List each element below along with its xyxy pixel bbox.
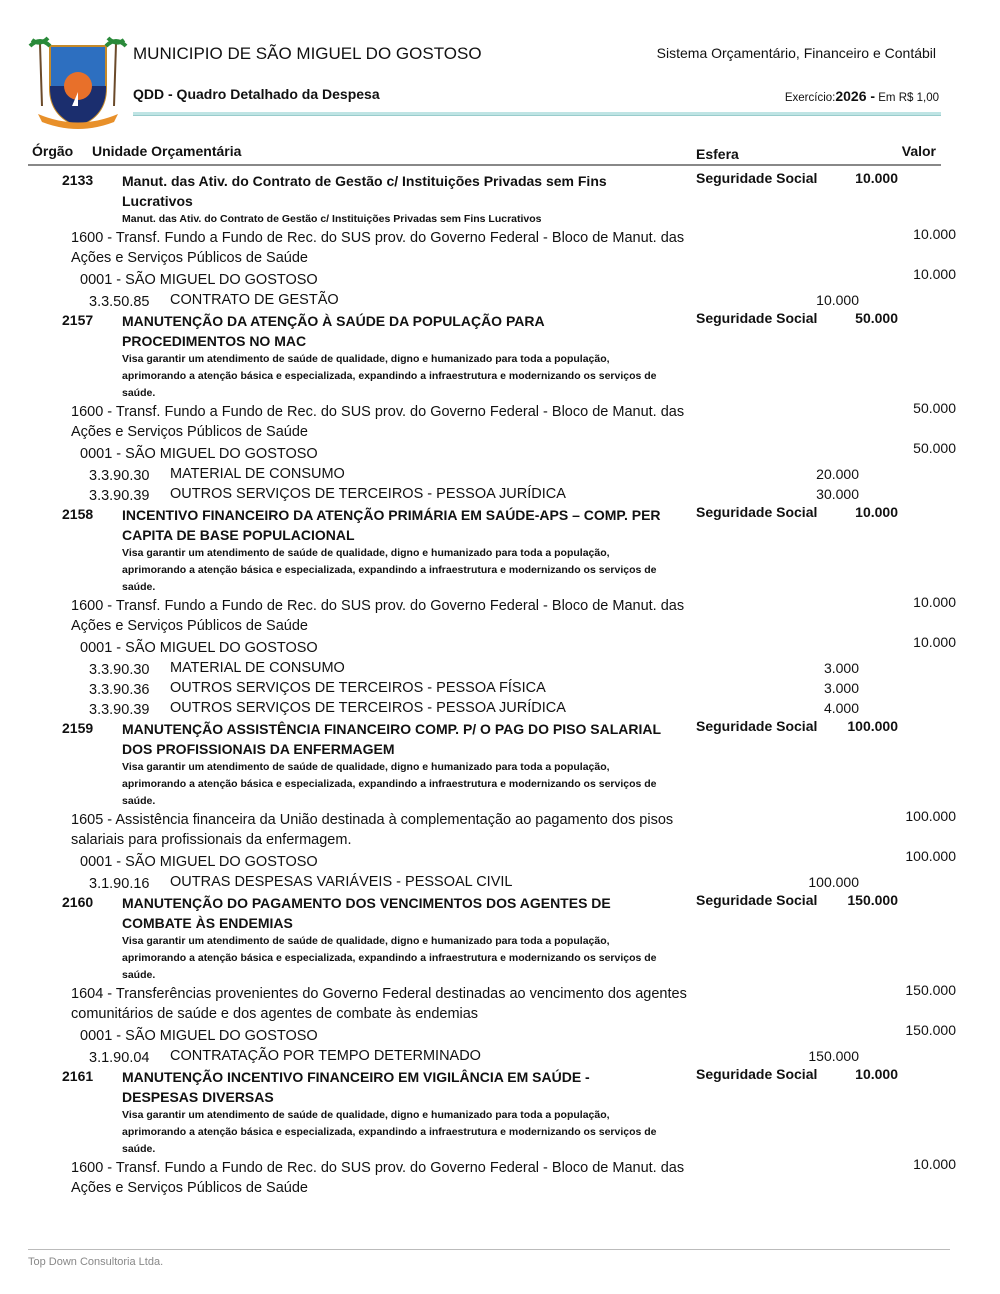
expense-item-value: 100.000 xyxy=(808,874,859,890)
program-esfera: Seguridade Social xyxy=(696,718,818,734)
budget-unit-value: 150.000 xyxy=(905,1022,956,1038)
funding-source-value: 100.000 xyxy=(905,808,956,824)
funding-source-value: 10.000 xyxy=(913,594,956,610)
program-title: Manut. das Ativ. do Contrato de Gestão c/ Instituições Privadas sem Fins Lucrativos xyxy=(122,173,607,209)
program-title: MANUTENÇÃO ASSISTÊNCIA FINANCEIRO COMP. P/ O PAG DO PISO SALARIAL DOS PROFISSIONAIS DA ENFERMAGEM xyxy=(122,721,661,757)
program-code: 2159 xyxy=(62,720,94,736)
program-value: 10.000 xyxy=(855,504,898,520)
program-description: Visa garantir um atendimento de saúde de qualidade, digno e humanizado para toda a população, aprimorando a atenção básica e especializada, expandindo a infraestrutura e modernizando os serviços de saúde. xyxy=(122,547,657,593)
funding-source-label: 1600 - Transf. Fundo a Fundo de Rec. do SUS prov. do Governo Federal - Bloco de Manut. das Ações e Serviços Públicos de Saúde xyxy=(71,598,685,634)
expense-item-value: 30.000 xyxy=(816,486,859,502)
expense-item-description: OUTROS SERVIÇOS DE TERCEIROS - PESSOA JURÍDICA xyxy=(170,486,566,502)
funding-source-label: 1605 - Assistência financeira da União destinada à complementação ao pagamento dos pisos salariais para profissionais da enfermagem. xyxy=(71,812,674,848)
column-header-valor: Valor xyxy=(901,143,936,159)
program-block xyxy=(0,892,1000,1066)
budget-unit-label: 0001 - SÃO MIGUEL DO GOSTOSO xyxy=(80,1028,318,1044)
funding-source-value: 50.000 xyxy=(913,400,956,416)
funding-source xyxy=(71,1156,956,1198)
program-value: 150.000 xyxy=(847,892,898,908)
program-description: Visa garantir um atendimento de saúde de qualidade, digno e humanizado para toda a população, aprimorando a atenção básica e especializada, expandindo a infraestrutura e modernizando os serviços de saúde. xyxy=(122,1109,657,1155)
header-rule xyxy=(28,164,941,166)
exercicio-info xyxy=(785,88,939,104)
funding-source-value: 10.000 xyxy=(913,1156,956,1172)
program-code: 2158 xyxy=(62,506,94,522)
currency-label: Em R$ 1,00 xyxy=(878,92,939,104)
program-value: 10.000 xyxy=(855,170,898,186)
program-title: INCENTIVO FINANCEIRO DA ATENÇÃO PRIMÁRIA EM SAÚDE-APS – COMP. PER CAPITA DE BASE POPULACIONAL xyxy=(122,507,661,543)
expense-item-description: CONTRATO DE GESTÃO xyxy=(170,292,339,308)
budget-unit xyxy=(80,268,1000,290)
footer-company: Top Down Consultoria Ltda. xyxy=(28,1256,164,1268)
program-value: 10.000 xyxy=(855,1066,898,1082)
program-description: Visa garantir um atendimento de saúde de qualidade, digno e humanizado para toda a população, aprimorando a atenção básica e especializada, expandindo a infraestrutura e modernizando os serviços de saúde. xyxy=(122,353,657,399)
column-header-esfera: Esfera xyxy=(696,146,739,162)
program-code: 2157 xyxy=(62,312,94,328)
expense-item-row xyxy=(0,290,1000,310)
program-esfera: Seguridade Social xyxy=(696,1066,818,1082)
expense-item-description: OUTROS SERVIÇOS DE TERCEIROS - PESSOA JURÍDICA xyxy=(170,700,566,716)
budget-unit xyxy=(80,1024,1000,1046)
expense-item-value: 20.000 xyxy=(816,466,859,482)
program-code: 2133 xyxy=(62,172,94,188)
program-value: 100.000 xyxy=(847,718,898,734)
budget-unit xyxy=(80,850,1000,872)
expense-item-code: 3.3.90.30 xyxy=(89,468,150,484)
budget-unit-label: 0001 - SÃO MIGUEL DO GOSTOSO xyxy=(80,640,318,656)
exercicio-year: 2026 - xyxy=(835,88,876,104)
budget-unit-label: 0001 - SÃO MIGUEL DO GOSTOSO xyxy=(80,854,318,870)
municipal-coat-of-arms-logo xyxy=(28,36,128,128)
expense-item-row xyxy=(0,872,1000,892)
program-title: MANUTENÇÃO DO PAGAMENTO DOS VENCIMENTOS DOS AGENTES DE COMBATE ÀS ENDEMIAS xyxy=(122,895,611,931)
program-description: Visa garantir um atendimento de saúde de qualidade, digno e humanizado para toda a população, aprimorando a atenção básica e especializada, expandindo a infraestrutura e modernizando os serviços de saúde. xyxy=(122,935,657,981)
funding-source-label: 1600 - Transf. Fundo a Fundo de Rec. do SUS prov. do Governo Federal - Bloco de Manut. das Ações e Serviços Públicos de Saúde xyxy=(71,1160,685,1196)
funding-source xyxy=(71,982,956,1024)
expense-item-code: 3.3.50.85 xyxy=(89,294,150,310)
expense-item-description: CONTRATAÇÃO POR TEMPO DETERMINADO xyxy=(170,1048,481,1064)
program-esfera: Seguridade Social xyxy=(696,170,818,186)
expense-item-value: 3.000 xyxy=(823,680,859,696)
funding-source xyxy=(71,400,956,442)
budget-unit-value: 10.000 xyxy=(913,266,956,282)
funding-source-label: 1600 - Transf. Fundo a Fundo de Rec. do SUS prov. do Governo Federal - Bloco de Manut. das Ações e Serviços Públicos de Saúde xyxy=(71,404,685,440)
program-code: 2160 xyxy=(62,894,94,910)
funding-source xyxy=(71,808,956,850)
budget-unit-label: 0001 - SÃO MIGUEL DO GOSTOSO xyxy=(80,446,318,462)
system-name: Sistema Orçamentário, Financeiro e Contábil xyxy=(656,45,936,61)
expense-item-description: MATERIAL DE CONSUMO xyxy=(170,660,345,676)
expense-item-row xyxy=(0,464,1000,484)
expense-item-value: 4.000 xyxy=(823,700,859,716)
column-header-unidade: Unidade Orçamentária xyxy=(92,143,242,159)
expense-item-code: 3.1.90.04 xyxy=(89,1050,150,1066)
expense-item-description: OUTRAS DESPESAS VARIÁVEIS - PESSOAL CIVIL xyxy=(170,874,513,890)
program-esfera: Seguridade Social xyxy=(696,310,818,326)
program-esfera: Seguridade Social xyxy=(696,892,818,908)
budget-unit-value: 100.000 xyxy=(905,848,956,864)
funding-source-label: 1600 - Transf. Fundo a Fundo de Rec. do SUS prov. do Governo Federal - Bloco de Manut. das Ações e Serviços Públicos de Saúde xyxy=(71,230,685,266)
exercicio-label: Exercício: xyxy=(784,92,836,104)
report-title: QDD - Quadro Detalhado da Despesa xyxy=(133,86,380,102)
expense-item-row xyxy=(0,658,1000,678)
expense-item-code: 3.3.90.39 xyxy=(89,702,150,718)
expense-item-row xyxy=(0,484,1000,504)
program-block xyxy=(0,504,1000,718)
program-list xyxy=(0,170,1000,1198)
program-value: 50.000 xyxy=(855,310,898,326)
expense-item-code: 3.3.90.39 xyxy=(89,488,150,504)
funding-source-label: 1604 - Transferências provenientes do Governo Federal destinadas ao vencimento dos agentes comunitários de saúde e dos agentes de combate às endemias xyxy=(71,986,687,1022)
program-description: Manut. das Ativ. do Contrato de Gestão c/ Instituições Privadas sem Fins Lucrativos xyxy=(122,213,542,225)
budget-unit xyxy=(80,442,1000,464)
expense-item-description: MATERIAL DE CONSUMO xyxy=(170,466,345,482)
column-header-orgao: Órgão xyxy=(32,143,74,159)
budget-unit-value: 50.000 xyxy=(913,440,956,456)
expense-item-row xyxy=(0,1046,1000,1066)
funding-source xyxy=(71,226,956,268)
expense-item-value: 150.000 xyxy=(808,1048,859,1064)
program-description: Visa garantir um atendimento de saúde de qualidade, digno e humanizado para toda a população, aprimorando a atenção básica e especializada, expandindo a infraestrutura e modernizando os serviços de saúde. xyxy=(122,761,657,807)
budget-unit xyxy=(80,636,1000,658)
program-code: 2161 xyxy=(62,1068,94,1084)
municipality-name: MUNICIPIO DE SÃO MIGUEL DO GOSTOSO xyxy=(133,44,482,63)
expense-item-code: 3.3.90.30 xyxy=(89,662,150,678)
expense-item-row xyxy=(0,678,1000,698)
program-block xyxy=(0,310,1000,504)
expense-item-row xyxy=(0,698,1000,718)
program-title: MANUTENÇÃO DA ATENÇÃO À SAÚDE DA POPULAÇÃO PARA PROCEDIMENTOS NO MAC xyxy=(122,313,545,349)
program-block xyxy=(0,718,1000,892)
expense-item-value: 3.000 xyxy=(823,660,859,676)
footer-rule xyxy=(28,1249,950,1250)
budget-unit-label: 0001 - SÃO MIGUEL DO GOSTOSO xyxy=(80,272,318,288)
program-title: MANUTENÇÃO INCENTIVO FINANCEIRO EM VIGILÂNCIA EM SAÚDE - DESPESAS DIVERSAS xyxy=(122,1069,590,1105)
funding-source-value: 150.000 xyxy=(905,982,956,998)
expense-item-code: 3.1.90.16 xyxy=(89,876,150,892)
expense-item-value: 10.000 xyxy=(816,292,859,308)
funding-source xyxy=(71,594,956,636)
expense-item-code: 3.3.90.36 xyxy=(89,682,150,698)
header-divider xyxy=(133,112,941,116)
funding-source-value: 10.000 xyxy=(913,226,956,242)
budget-unit-value: 10.000 xyxy=(913,634,956,650)
program-block xyxy=(0,1066,1000,1198)
program-esfera: Seguridade Social xyxy=(696,504,818,520)
expense-item-description: OUTROS SERVIÇOS DE TERCEIROS - PESSOA FÍSICA xyxy=(170,680,546,696)
program-block xyxy=(0,170,1000,310)
